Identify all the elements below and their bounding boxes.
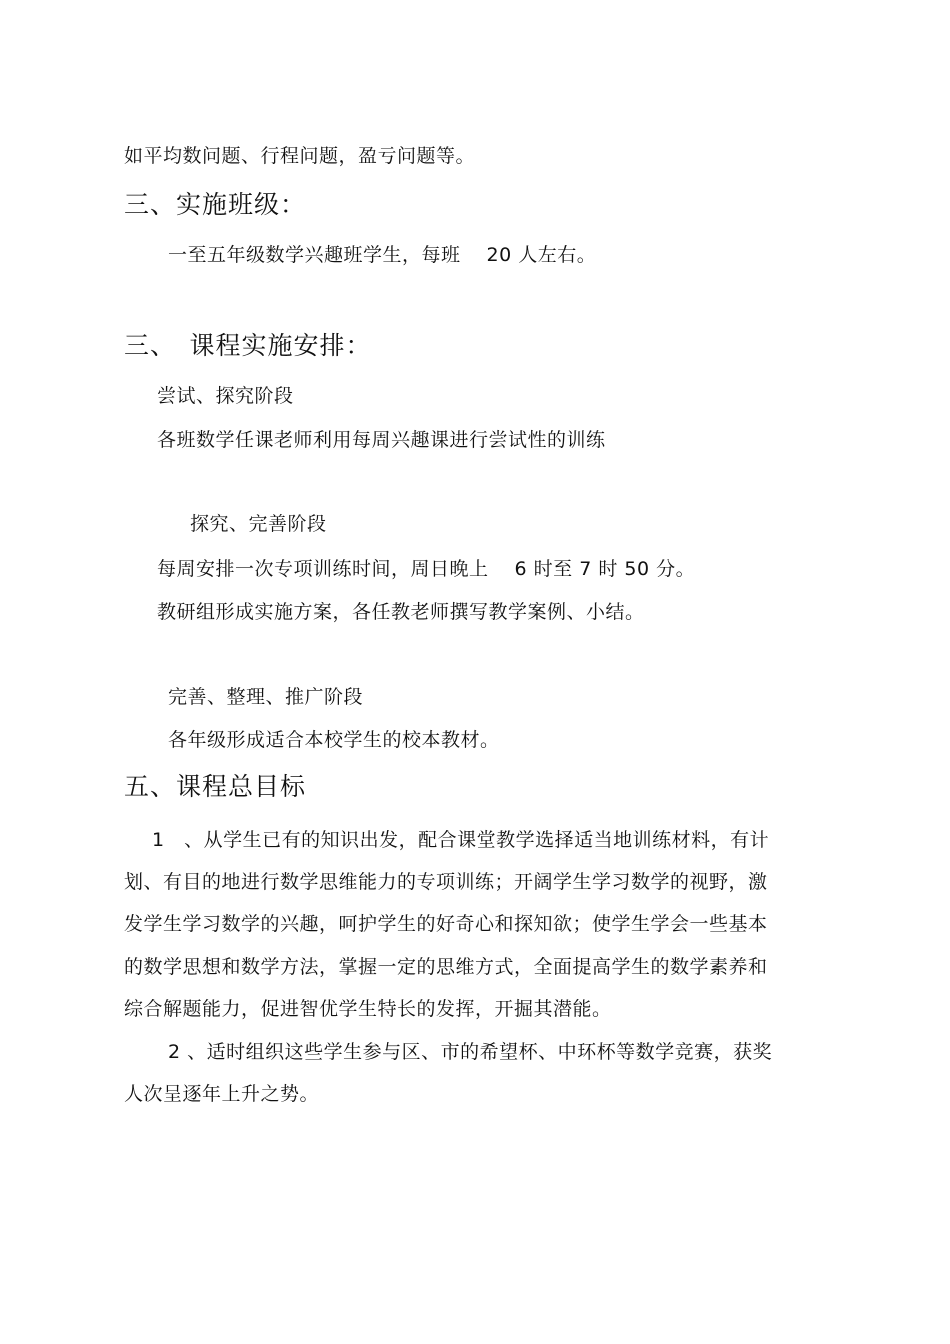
goal1-line-3: 发学生学习数学的兴趣，呵护学生的好奇心和探知欲；使学生学会一些基本: [124, 913, 768, 935]
stage2-title: 探究、完善阶段: [190, 513, 327, 535]
goal2-line-2: 人次呈逐年上升之势。: [124, 1083, 320, 1105]
class-text: 一至五年级数学兴趣班学生，每班 20 人左右。: [168, 244, 597, 266]
stage3-title: 完善、整理、推广阶段: [168, 686, 364, 708]
stage1-title: 尝试、探究阶段: [157, 385, 294, 407]
goal1-line-4: 的数学思想和数学方法，掌握一定的思维方式，全面提高学生的数学素养和: [124, 956, 768, 978]
stage2-text-2: 教研组形成实施方案，各任教老师撰写教学案例、小结。: [157, 601, 645, 623]
heading-schedule: 三、 课程实施安排：: [124, 331, 372, 360]
stage2-text-1: 每周安排一次专项训练时间，周日晚上 6 时至 7 时 50 分。: [157, 558, 696, 580]
goal2-line-1: 2 、适时组织这些学生参与区、市的希望杯、中环杯等数学竞赛，获奖: [168, 1041, 773, 1063]
goal1-line-5: 综合解题能力，促进智优学生特长的发挥，开掘其潜能。: [124, 998, 612, 1020]
goal1-line-1: 1 、从学生已有的知识出发，配合课堂教学选择适当地训练材料，有计: [152, 829, 770, 851]
intro-line: 如平均数问题、行程问题，盈亏问题等。: [124, 145, 476, 167]
goal1-line-2: 划、有目的地进行数学思维能力的专项训练；开阔学生学习数学的视野，激: [124, 871, 768, 893]
stage1-text: 各班数学任课老师利用每周兴趣课进行尝试性的训练: [157, 429, 606, 451]
stage3-text: 各年级形成适合本校学生的校本教材。: [168, 729, 500, 751]
heading-goal: 五、课程总目标: [124, 772, 307, 801]
heading-class: 三、实施班级：: [124, 190, 307, 219]
